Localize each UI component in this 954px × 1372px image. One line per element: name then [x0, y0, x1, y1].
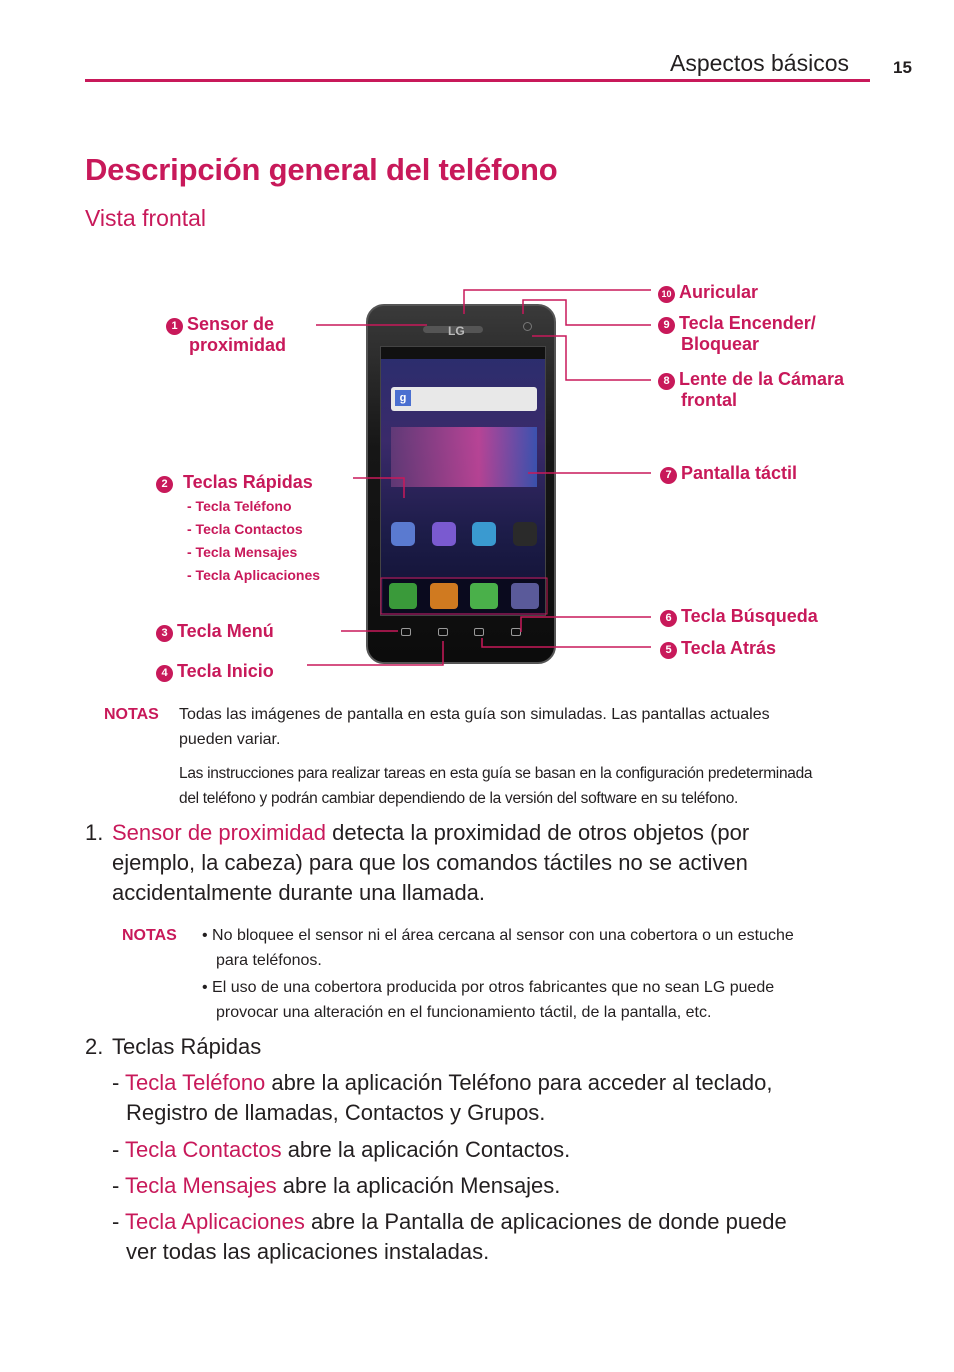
callout-text: frontal — [681, 390, 737, 410]
callout-text: Auricular — [679, 282, 759, 302]
sublist-item: - Tecla Aplicaciones — [187, 567, 321, 583]
callout-text: Bloquear — [681, 334, 760, 354]
subitem-apps-key — [112, 1207, 787, 1267]
callout-number: 6 — [660, 610, 677, 627]
callout-text: Tecla Encender/ — [679, 313, 816, 333]
note-line: Todas las imágenes de pantalla en esta guía son simuladas. Las pantallas actuales — [179, 706, 770, 723]
subitem-term: Tecla Aplicaciones — [125, 1209, 305, 1234]
note-line: • No bloquee el sensor ni el área cercana al sensor con una cobertora o un estuche — [202, 927, 794, 944]
subitem-text: para acceder al teclado, — [531, 1070, 773, 1095]
callout-number: 1 — [166, 318, 183, 335]
sublist-item: - Tecla Teléfono — [187, 498, 292, 514]
item-1-text — [112, 818, 749, 908]
note-bullets — [202, 923, 794, 1025]
page-number: 15 — [893, 58, 912, 77]
leader-5 — [482, 638, 651, 647]
note-line: provocar una alteración en el funcionamiento táctil, de la pantalla, etc. — [216, 1004, 712, 1021]
callout-text: Tecla Búsqueda — [681, 606, 818, 626]
subitem-text: Registro de llamadas, Contactos y Grupos. — [126, 1100, 546, 1125]
callout-text: Tecla Menú — [177, 621, 274, 641]
callout-number: 3 — [156, 625, 173, 642]
quick-keys-highlight — [381, 578, 547, 614]
notes-label: NOTAS — [122, 927, 177, 944]
subitem-messages-key — [112, 1171, 560, 1201]
callout-proximity-sensor — [166, 314, 286, 355]
callout-text: Pantalla táctil — [681, 463, 798, 483]
callout-number: 10 — [658, 286, 675, 303]
note-line: • El uso de una cobertora producida por otros fabricantes que no sean LG puede — [202, 979, 775, 996]
note-paragraph — [179, 702, 770, 752]
callout-text: Tecla Atrás — [681, 638, 777, 658]
callout-text: Lente de la Cámara — [679, 369, 845, 389]
note-line: para teléfonos. — [216, 952, 322, 969]
item-term: Sensor de proximidad — [112, 820, 327, 845]
subitem-text: abre la — [304, 1209, 385, 1234]
item-text: accidentalmente durante una llamada. — [112, 880, 486, 905]
subitem-phone-key — [112, 1068, 772, 1128]
callout-number: 2 — [156, 476, 173, 493]
item-number: 2. — [85, 1034, 104, 1059]
callout-back-key — [660, 638, 776, 659]
subitem-term: Tecla Mensajes — [125, 1173, 277, 1198]
subitem-text: . — [564, 1137, 571, 1162]
item-term: Teclas Rápidas — [112, 1034, 262, 1059]
item-text: ejemplo, la cabeza) para que los comandos táctiles no se activen — [112, 850, 748, 875]
section-subtitle: Vista frontal — [85, 205, 207, 231]
subitem-text: de donde puede — [621, 1209, 787, 1234]
leader-2 — [353, 478, 404, 498]
sublist-item: - Tecla Contactos — [187, 521, 303, 537]
callout-menu-key — [156, 621, 274, 642]
subitem-text: abre la aplicación — [265, 1070, 449, 1095]
leader-9 — [523, 300, 651, 325]
callout-power-key — [658, 313, 816, 354]
dash: - — [112, 1173, 126, 1198]
callout-number: 4 — [156, 665, 173, 682]
page-title: Descripción general del teléfono — [85, 152, 558, 187]
callout-quick-keys — [156, 472, 313, 493]
leader-4 — [307, 641, 443, 665]
callout-text: Sensor de — [187, 314, 275, 334]
callout-text: Teclas Rápidas — [183, 472, 313, 492]
callout-home-key — [156, 661, 274, 682]
google-icon: g — [395, 390, 411, 406]
note-paragraph — [179, 761, 812, 811]
leader-8 — [532, 336, 651, 380]
subitem-text: abre la aplicación — [276, 1173, 461, 1198]
item-text: detecta la proximidad de otros objetos (por — [326, 820, 750, 845]
note-line: Las instrucciones para realizar tareas en esta guía se basan en la configuración predeterminada — [179, 765, 813, 782]
quick-keys-sublist — [187, 495, 320, 587]
callout-number: 8 — [658, 373, 675, 390]
app-name: Contactos — [465, 1137, 565, 1162]
sublist-item: - Tecla Mensajes — [187, 544, 298, 560]
callout-earpiece — [658, 282, 758, 303]
section-header: Aspectos básicos — [670, 50, 849, 76]
app-name: Teléfono — [448, 1070, 532, 1095]
phone-logo: LG — [448, 324, 465, 338]
callout-number: 5 — [660, 642, 677, 659]
subitem-term: Tecla Teléfono — [125, 1070, 266, 1095]
callout-search-key — [660, 606, 818, 627]
item-number: 1. — [85, 820, 104, 845]
subitem-text: abre la aplicación — [281, 1137, 466, 1162]
dash: - — [112, 1209, 126, 1234]
callout-text: proximidad — [189, 335, 287, 355]
subitem-term: Tecla Contactos — [125, 1137, 282, 1162]
dash: - — [112, 1137, 126, 1162]
notes-label: NOTAS — [104, 706, 159, 723]
callout-number: 7 — [660, 467, 677, 484]
leader-10 — [464, 290, 651, 314]
subitem-text: ver todas las aplicaciones instaladas. — [126, 1239, 490, 1264]
app-name: Pantalla de aplicaciones — [384, 1209, 622, 1234]
callout-touchscreen — [660, 463, 797, 484]
callout-number: 9 — [658, 317, 675, 334]
leader-6 — [521, 617, 651, 632]
app-name: Mensajes — [460, 1173, 555, 1198]
callout-text: Tecla Inicio — [177, 661, 274, 681]
subitem-text: . — [554, 1173, 561, 1198]
note-line: pueden variar. — [179, 731, 281, 748]
callout-front-camera — [658, 369, 844, 410]
subitem-contacts-key — [112, 1135, 570, 1165]
note-line: del teléfono y podrán cambiar dependiendo de la versión del software en su teléfono. — [179, 790, 739, 807]
dash: - — [112, 1070, 126, 1095]
